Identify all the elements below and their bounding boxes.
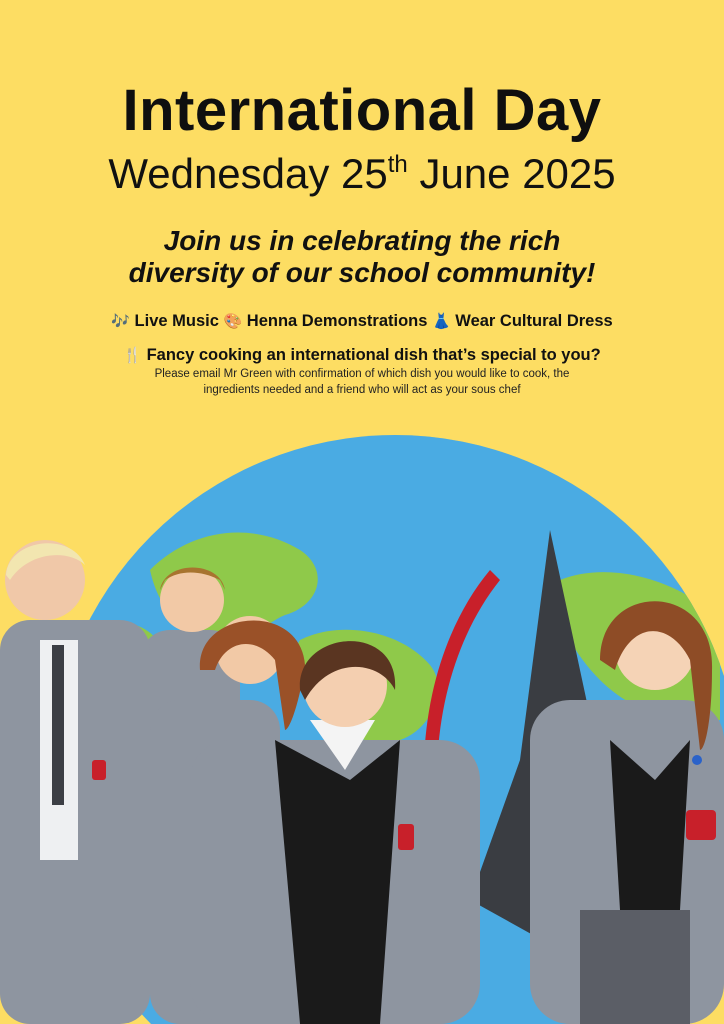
feature-cultural-dress: Wear Cultural Dress: [455, 312, 613, 330]
date-prefix: Wednesday 25: [108, 150, 388, 197]
event-title: International Day: [122, 78, 602, 143]
tagline-line-2: diversity of our school community!: [128, 257, 596, 288]
students-globe-illustration: [0, 430, 724, 1024]
palette-icon: 🎨: [223, 312, 243, 330]
date-ordinal: th: [387, 151, 408, 178]
features-row: [0, 309, 724, 333]
dress-icon: 👗: [432, 312, 451, 330]
cooking-instructions-line-2: ingredients needed and a friend who will act as your sous chef: [203, 384, 521, 396]
cooking-instructions-line-1: Please email Mr Green with confirmation of which dish you would like to cook, the: [154, 368, 570, 380]
tagline: [40, 225, 684, 289]
event-date: [0, 148, 724, 200]
cooking-question: [0, 343, 724, 367]
tagline-line-1: Join us in celebrating the rich: [163, 225, 561, 256]
feature-henna: Henna Demonstrations: [246, 312, 428, 330]
feature-live-music: Live Music: [134, 312, 219, 330]
cutlery-icon: 🍴: [123, 346, 142, 364]
date-rest: June 2025: [407, 150, 616, 197]
music-notes-icon: 🎶: [111, 312, 130, 330]
cooking-instructions: [92, 366, 632, 398]
cooking-question-text: Fancy cooking an international dish that’s special to you?: [146, 346, 601, 364]
